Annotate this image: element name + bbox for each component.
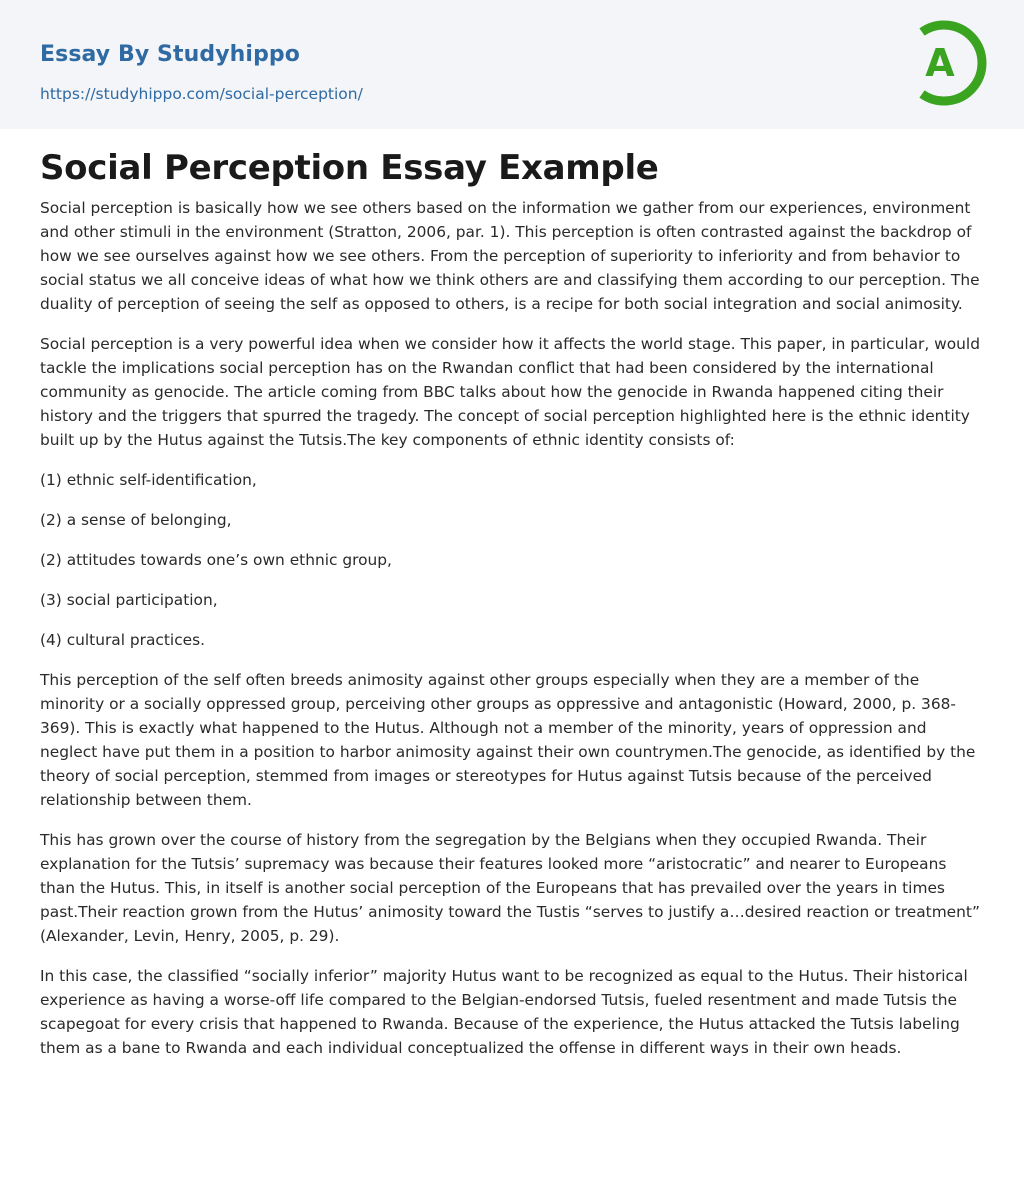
list-item: (4) cultural practices. <box>40 631 206 649</box>
studyhippo-logo-icon[interactable] <box>912 18 988 108</box>
essay-url-link[interactable]: https://studyhippo.com/social-perception/ <box>40 85 363 103</box>
list-item: (1) ethnic self-identification, <box>40 471 257 489</box>
paragraph: In this case, the classified “socially inferior” majority Hutus want to be recognized as equal to the Hutus. Their historical experience as having a worse-off life compared to the Belgian-endorsed Tutsis, fueled resentment and made Tutsis the scapegoat for every crisis that happened to Rwanda. Because of the experience, the Hutus attacked the Tutsis labeling them as a bane to Rwanda and each individual conceptualized the offense in different ways in their own heads. <box>40 967 968 1057</box>
paragraph: Social perception is a very powerful idea when we consider how it affects the world stage. This paper, in particular, would tackle the implications social perception has on the Rwandan conflict that had been considered by the international community as genocide. The article coming from BBC talks about how the genocide in Rwanda happened citing their history and the triggers that spurred the tragedy. The concept of social perception highlighted here is the ethnic identity built up by the Hutus against the Tutsis.The key components of ethnic identity consists of: <box>40 335 980 449</box>
paragraph: This has grown over the course of history from the segregation by the Belgians when they occupied Rwanda. Their explanation for the Tutsis’ supremacy was because their features looked more “aristocratic” and nearer to Europeans than the Hutus. This, in itself is another social perception of the Europeans that has prevailed over the years in times past.Their reaction grown from the Hutus’ animosity toward the Tustis “serves to justify a…desired reaction or treatment” (Alexander, Levin, Henry, 2005, p. 29). <box>40 831 980 945</box>
paragraph: This perception of the self often breeds animosity against other groups especially when they are a member of the minority or a socially oppressed group, perceiving other groups as oppressive and antagonistic (Howard, 2000, p. 368-369). This is exactly what happened to the Hutus. Although not a member of the minority, years of oppression and neglect have put them in a position to harbor animosity against their own countrymen.The genocide, as identified by the theory of social perception, stemmed from images or stereotypes for Hutus against Tutsis because of the perceived relationship between them. <box>40 671 976 809</box>
page-title: Social Perception Essay Example <box>40 148 659 188</box>
site-header <box>0 0 1024 129</box>
list-item: (3) social participation, <box>40 591 218 609</box>
list-item: (2) attitudes towards one’s own ethnic group, <box>40 551 392 569</box>
brand-title[interactable]: Essay By Studyhippo <box>40 42 300 67</box>
essay-content <box>40 146 984 1060</box>
list-item: (2) a sense of belonging, <box>40 511 232 529</box>
logo-letter: A <box>925 41 955 85</box>
paragraph: Social perception is basically how we see others based on the information we gather from our experiences, environment and other stimuli in the environment (Stratton, 2006, par. 1). This perception is often contrasted against the backdrop of how we see ourselves against how we see others. From the perception of superiority to inferiority and from behavior to social status we all conceive ideas of what how we think others are and classifying them according to our perception. The duality of perception of seeing the self as opposed to others, is a recipe for both social integration and social animosity. <box>40 199 980 313</box>
